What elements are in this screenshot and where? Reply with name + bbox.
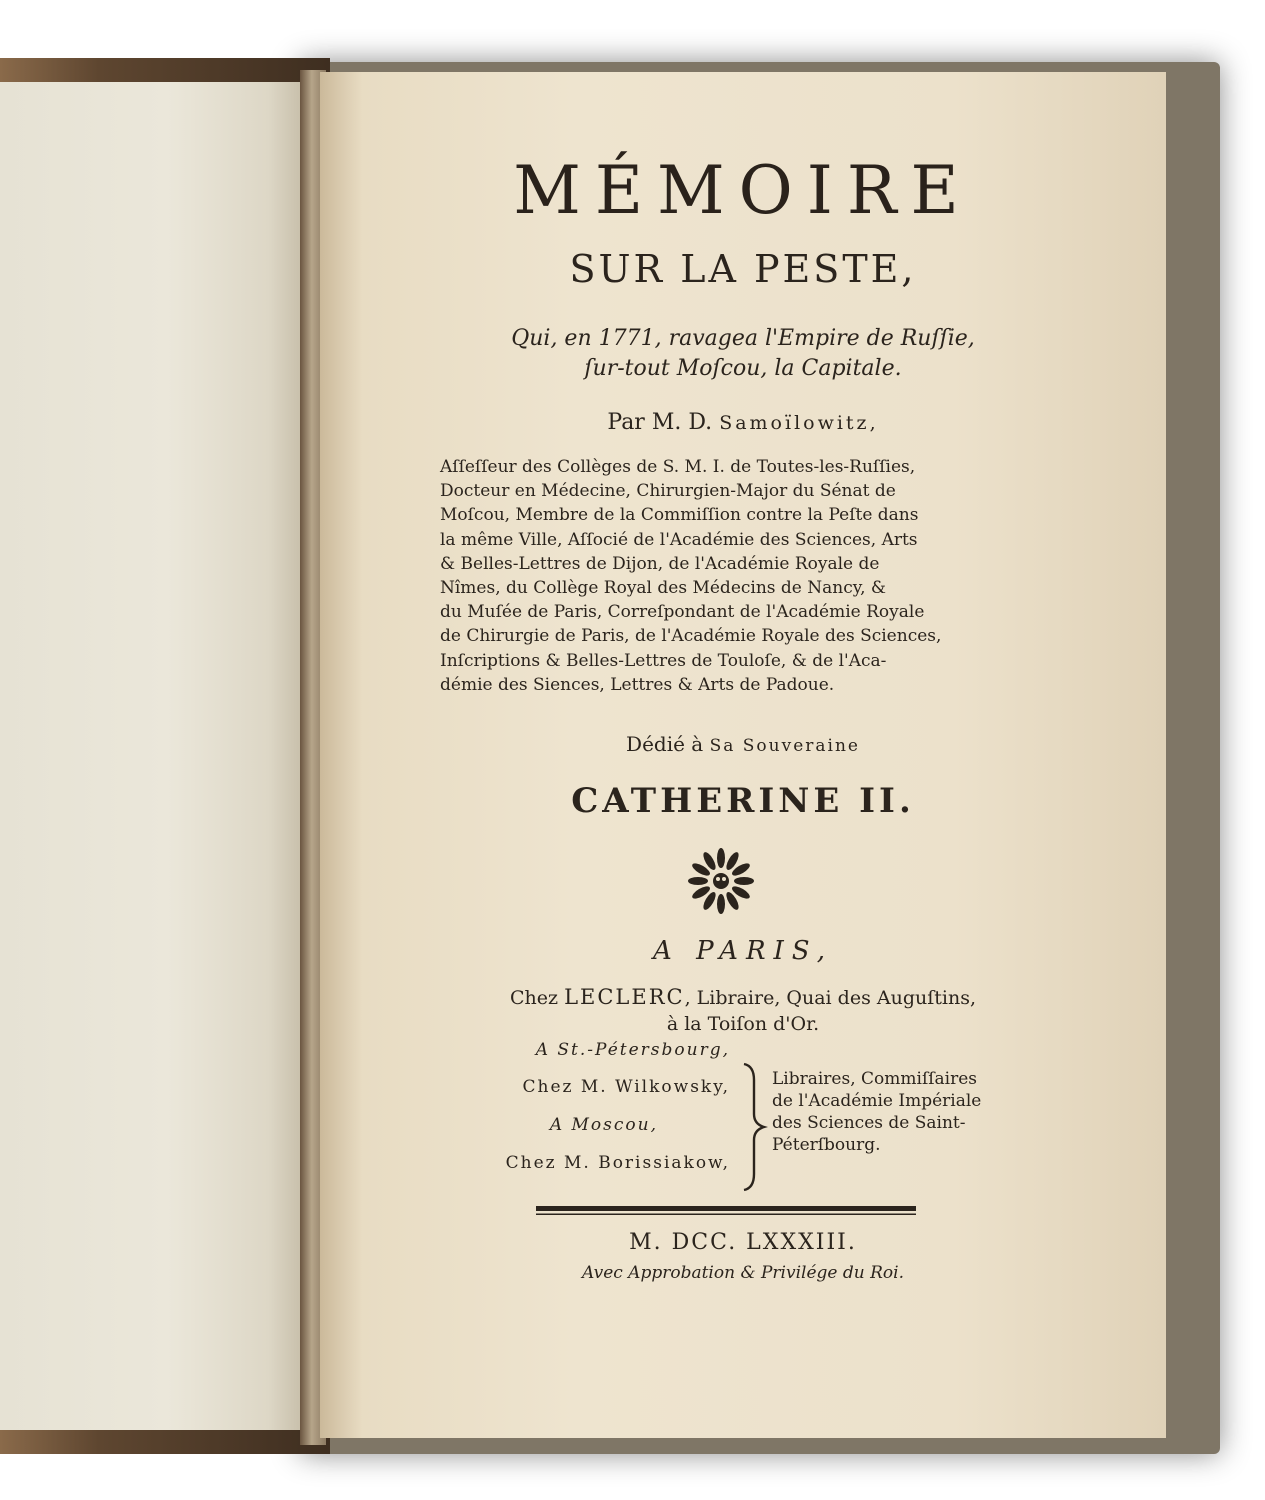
royal-privilege: Avec Approbation & Privilége du Roi. (582, 1263, 904, 1283)
credentials-line: & Belles-Lettres de Dijon, de l'Académie Royale de (440, 553, 880, 574)
credentials-line: Docteur en Médecine, Chirurgien-Major du Sénat de (440, 481, 896, 502)
credentials-line: du Muſée de Paris, Correſpondant de l'Académie Royale (440, 602, 925, 623)
agent-location: A Moscou, (549, 1115, 658, 1135)
credentials-line: Inſcriptions & Belles-Lettres de Touloſe, & de l'Aca- (440, 650, 887, 671)
booksellers-line: de l'Académie Impériale (772, 1091, 982, 1111)
credentials-line: démie des Siences, Lettres & Arts de Padoue. (440, 674, 835, 695)
publisher-line (320, 984, 1166, 1011)
agent-name: Chez M. Borissiakow, (505, 1153, 730, 1173)
publisher-name: LECLERC (564, 985, 685, 1009)
imprint-place: A PARIS, (653, 936, 833, 966)
main-title: MÉMOIRE (513, 152, 973, 229)
credentials-line: Moſcou, Membre de la Commiſſion contre la Peſte dans (440, 505, 919, 526)
left-endpaper (0, 82, 305, 1430)
subtitle-line: Qui, en 1771, ravagea l'Empire de Ruſſie, (511, 326, 975, 351)
booksellers-line: Péterſbourg. (772, 1135, 881, 1155)
publisher-sign: à la Toiſon d'Or. (666, 1013, 820, 1035)
credentials-line: la même Ville, Aſſocié de l'Académie des Sciences, Arts (440, 529, 918, 550)
author-name: Samoïlowitz, (719, 412, 879, 434)
agent-location: A St.-Pétersbourg, (535, 1040, 730, 1060)
booksellers-note (772, 1068, 1017, 1156)
booksellers-line: Libraires, Commiſſaires (772, 1069, 978, 1089)
credentials-line: de Chirurgie de Paris, de l'Académie Royale des Sciences, (440, 626, 942, 647)
double-rule-divider (536, 1206, 916, 1216)
subtitle-line: ſur-tout Moſcou, la Capitale. (584, 356, 902, 381)
flower-ornament-icon (688, 848, 754, 914)
dedication (320, 734, 1166, 755)
credentials-line: Aſſeſſeur des Collèges de S. M. I. de Toutes-les-Ruſſies, (440, 457, 916, 477)
author-credentials (440, 455, 1015, 697)
dedication-name: Sa Souveraine (709, 736, 860, 756)
publisher-address: , Libraire, Quai des Auguſtins, (684, 987, 976, 1009)
publisher-block (320, 984, 1166, 1037)
author-line (320, 412, 1166, 434)
agent-name: Chez M. Wilkowsky, (522, 1077, 730, 1097)
sovereign-name: CATHERINE II. (571, 781, 915, 821)
title-page (320, 72, 1166, 1438)
author-prefix: Par M. D. (607, 410, 713, 435)
publisher-prefix: Chez (510, 987, 559, 1009)
curly-brace-icon (738, 1062, 768, 1192)
dedication-prefix: Dédié à (626, 732, 704, 756)
subtitle-italic (320, 324, 1166, 384)
booksellers-line: des Sciences de Saint- (772, 1113, 966, 1133)
publication-date: M. DCC. LXXXIII. (629, 1230, 857, 1255)
credentials-line: Nîmes, du Collège Royal des Médecins de Nancy, & (440, 578, 887, 599)
subtitle-heading: SUR LA PESTE, (569, 247, 917, 291)
